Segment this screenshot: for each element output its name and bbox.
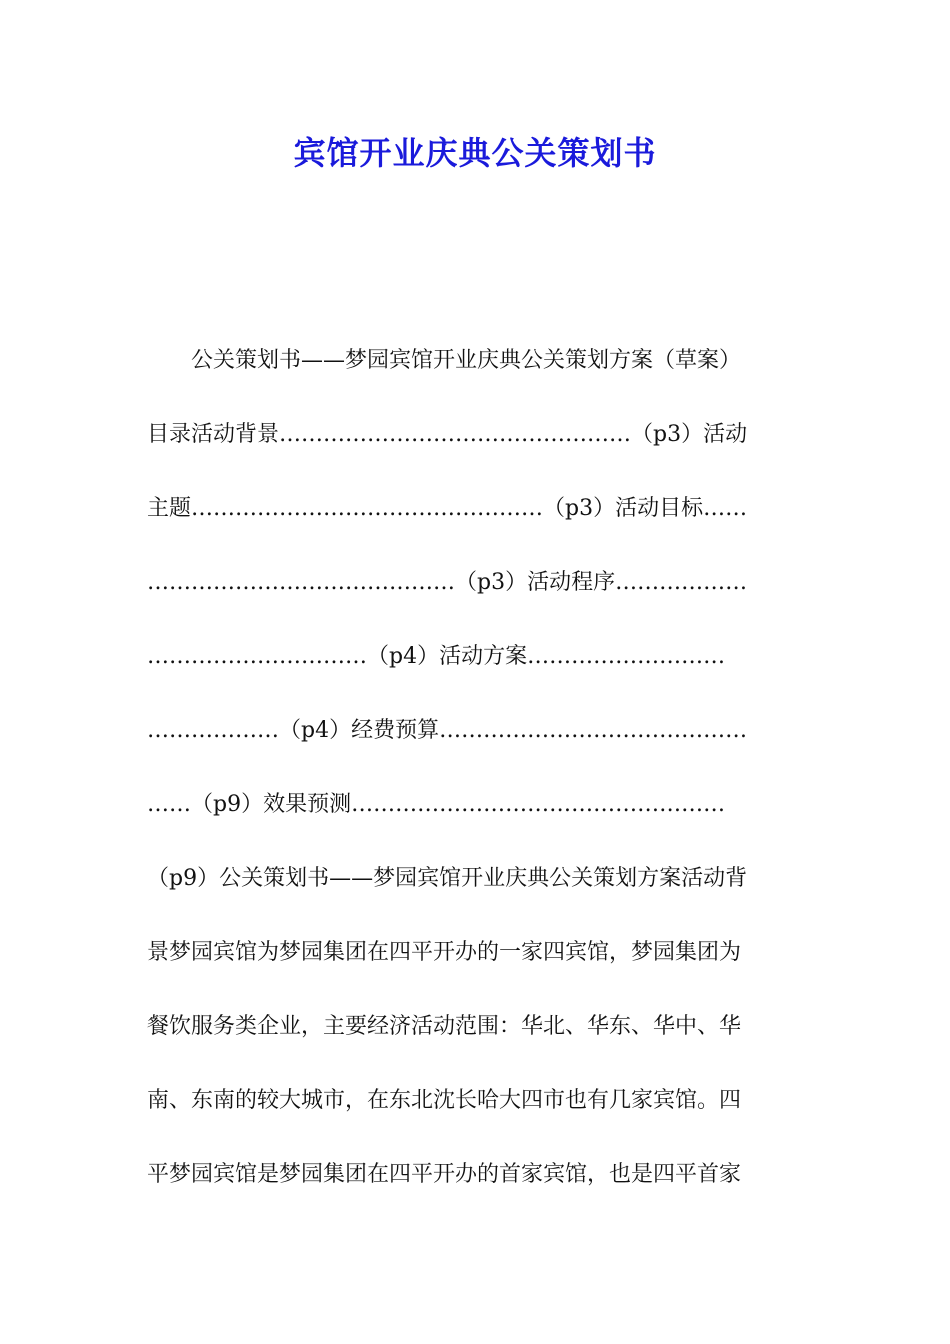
toc-line: ………………（p4）经费预算…………………………………… [147,718,748,743]
toc-line: ……（p9）效果预测…………………………………………… [147,792,726,817]
body-line: 平梦园宾馆是梦园集团在四平开办的首家宾馆，也是四平首家 [147,1162,742,1187]
toc-line: 目录活动背景…………………………………………（p3）活动 [147,422,748,447]
document-title: 宾馆开业庆典公关策划书 [293,134,657,172]
toc-line: …………………………（p4）活动方案……………………… [147,644,726,669]
toc-line: 主题…………………………………………（p3）活动目标…… [147,496,748,521]
body-line: 景梦园宾馆为梦园集团在四平开办的一家四宾馆，梦园集团为 [147,940,742,965]
body-line: （p9）公关策划书——梦园宾馆开业庆典公关策划方案活动背 [147,866,748,891]
body-line-intro: 公关策划书——梦园宾馆开业庆典公关策划方案（草案） [191,348,742,373]
toc-line: ……………………………………（p3）活动程序……………… [147,570,748,595]
body-line: 餐饮服务类企业，主要经济活动范围：华北、华东、华中、华 [147,1014,742,1039]
document-body [147,332,807,1220]
body-line: 南、东南的较大城市，在东北沈长哈大四市也有几家宾馆。四 [147,1088,742,1113]
